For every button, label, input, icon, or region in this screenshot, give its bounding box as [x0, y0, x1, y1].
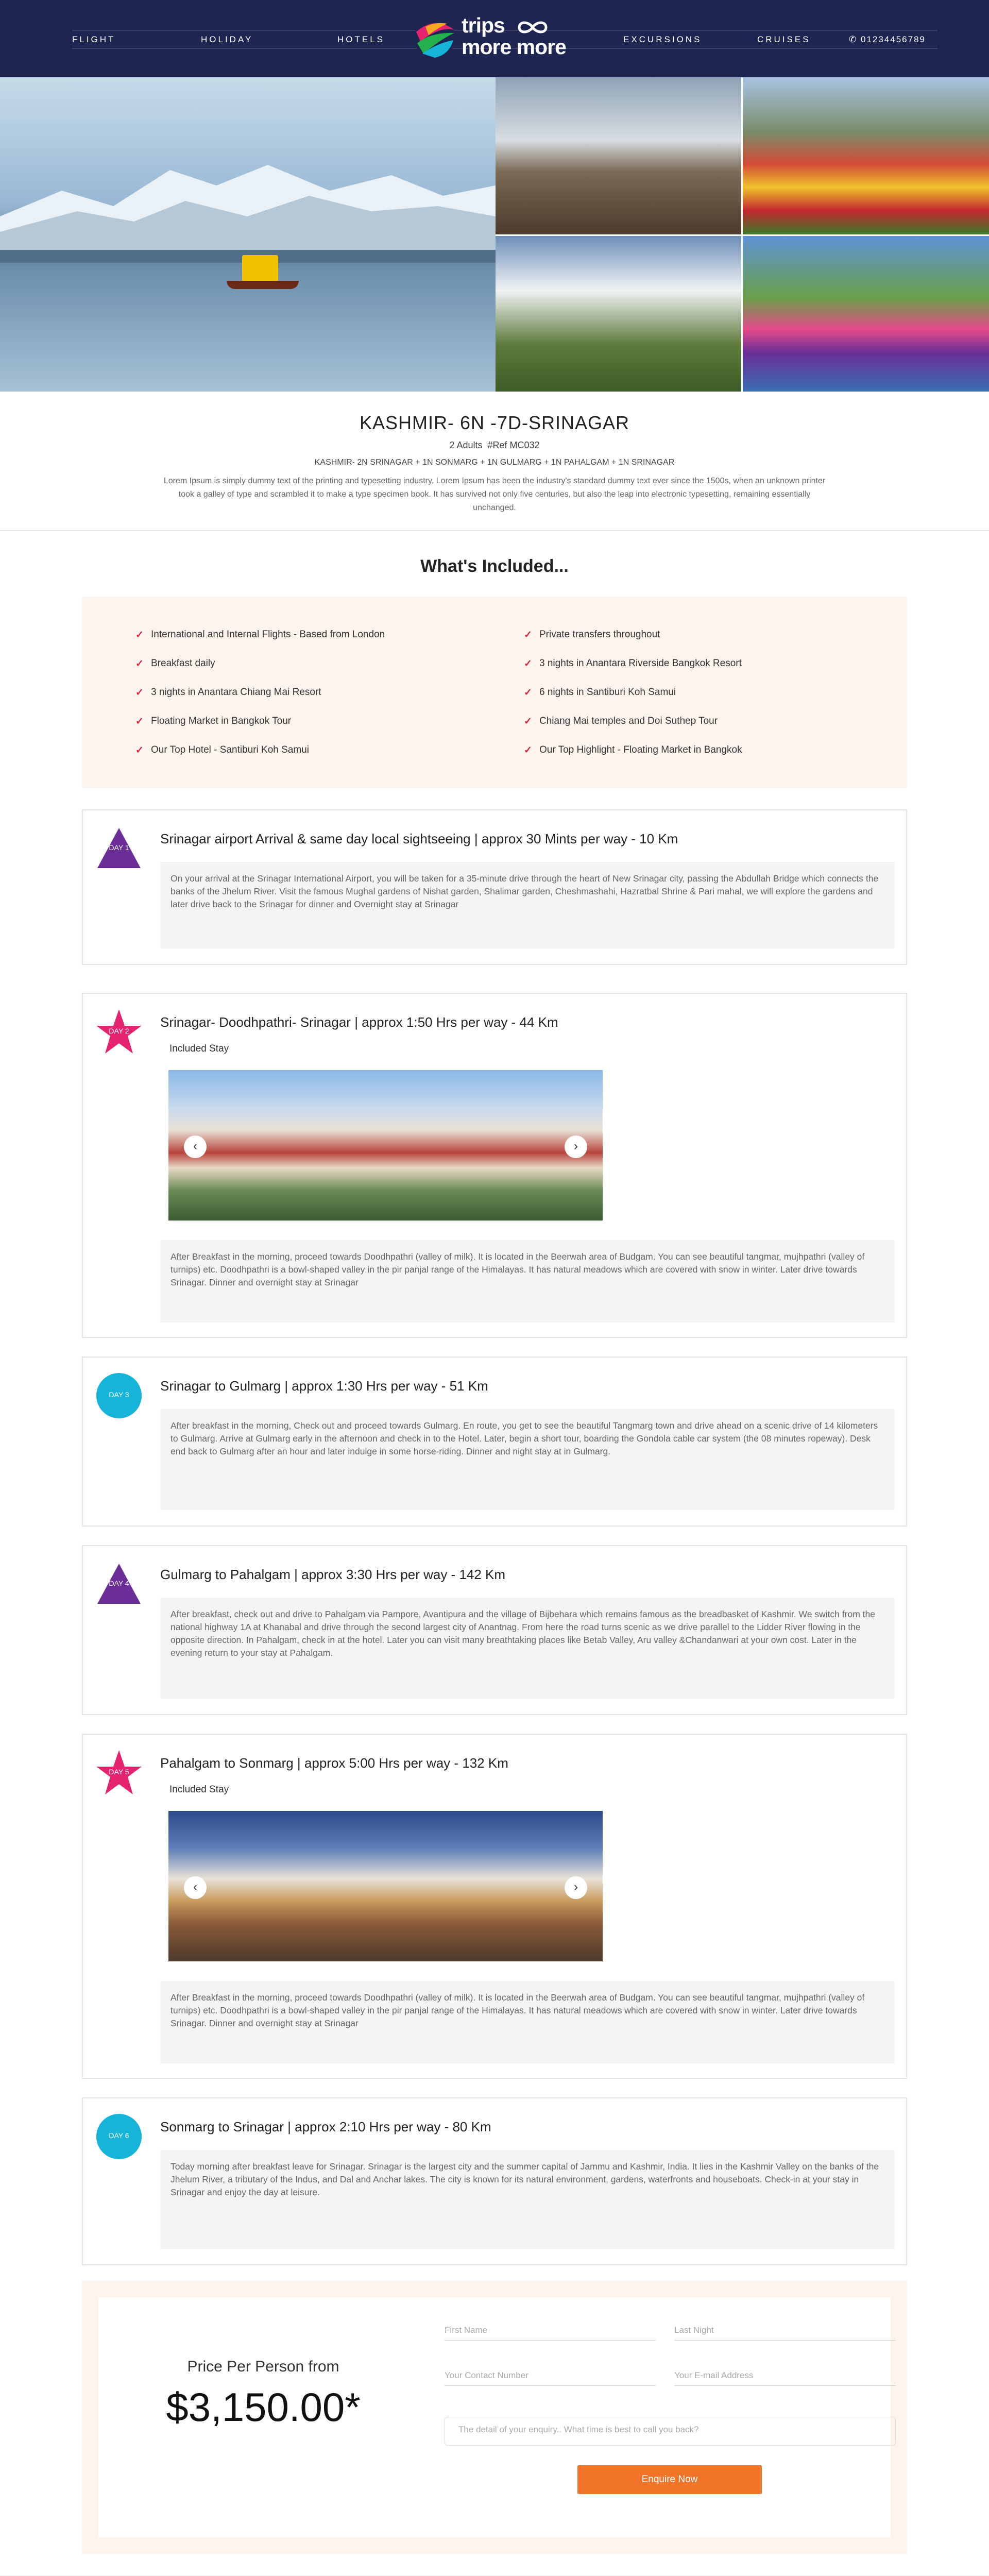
day-badge: DAY 4 [95, 1561, 143, 1608]
price-enquiry-section [82, 2281, 907, 2554]
slider-prev-arrow[interactable]: ‹ [184, 1136, 207, 1158]
included-item: ✓ Private transfers throughout [524, 629, 660, 640]
day-title: Gulmarg to Pahalgam | approx 3:30 Hrs per way - 142 Km [160, 1567, 506, 1582]
included-stay-label: Included Stay [169, 1043, 229, 1054]
nav-excursions[interactable]: EXCURSIONS [623, 35, 702, 44]
gallery-image-meadow[interactable] [496, 236, 741, 392]
boat-hull [227, 281, 299, 289]
globe-logo-icon [410, 11, 459, 65]
trip-meta [0, 440, 989, 451]
day-description: Today morning after breakfast leave for Srinagar. Srinagar is the largest city and the summer capital of Jammu and Kashmir, India. It lies in the Kashmir Valley on the banks of the Jhelum River, a tributary of the Indus, and Dal and Anchar lakes. The city is known for its natural environment, gardens, waterfronts and houseboats. Check-in at your stay in Srinagar and enjoy the day at leisure. [160, 2150, 895, 2249]
included-item: ✓ 3 nights in Anantara Riverside Bangkok Resort [524, 658, 742, 669]
hero-main-image[interactable] [0, 77, 496, 392]
day-badge: DAY 3 [95, 1372, 143, 1419]
itinerary-day-2 [82, 993, 907, 1338]
site-logo[interactable] [410, 11, 585, 65]
included-stay-label: Included Stay [169, 1784, 229, 1795]
gallery-image-garden[interactable] [743, 236, 989, 392]
gallery-image-town[interactable] [496, 77, 741, 234]
day-title: Srinagar- Doodhpathri- Srinagar | approx 1:50 Hrs per way - 44 Km [160, 1014, 558, 1030]
included-title: What's Included... [420, 556, 569, 576]
price-label: Price Per Person from [187, 2358, 339, 2375]
day-title: Srinagar to Gulmarg | approx 1:30 Hrs per way - 51 Km [160, 1378, 488, 1394]
trip-summary [0, 392, 989, 515]
included-box [82, 597, 907, 788]
included-item: ✓ 6 nights in Santiburi Koh Samui [524, 687, 676, 698]
itinerary-day-3 [82, 1357, 907, 1527]
slider-prev-arrow[interactable]: ‹ [184, 1876, 207, 1899]
itinerary-day-6 [82, 2097, 907, 2265]
trip-adults: 2 Adults [449, 440, 483, 450]
slider-next-arrow[interactable]: › [565, 1136, 587, 1158]
day-description: On your arrival at the Srinagar International Airport, you will be taken for a 35-minute drive through the heart of New Srinagar city, passing the Abdullah Bridge which connects the banks of the Jhelum River. Visit the famous Mughal gardens of Nishat garden, Shalimar garden, Cheshmashahi, Hazratbal Shrine & Pari mahal, we will explore the gardens and later drive back to the Srinagar for dinner and Overnight stay at Srinagar [160, 862, 895, 948]
itinerary-day-5 [82, 1734, 907, 2079]
gallery-image-tulips[interactable] [743, 77, 989, 234]
nav-cruises[interactable]: CRUISES [757, 35, 811, 44]
nav-hotels[interactable]: HOTELS [337, 35, 385, 44]
price-amount: $3,150.00* [166, 2384, 361, 2430]
day-title: Pahalgam to Sonmarg | approx 5:00 Hrs per way - 132 Km [160, 1755, 508, 1771]
hero-gallery [0, 77, 989, 392]
trip-description: Lorem Ipsum is simply dummy text of the printing and typesetting industry. Lorem Ipsum has been the industry's standard dummy text ever since the 1500s, when an unknown printer took a galley of type and scrambled it to make a type specimen book. It has survived not only five centuries, but also the leap into electronic typesetting, remaining essentially unchanged. [163, 477, 826, 512]
hotel-image-slider[interactable] [168, 1811, 603, 1961]
section-divider [0, 530, 989, 531]
enquiry-card [98, 2297, 891, 2537]
day-description: After Breakfast in the morning, proceed towards Doodhpathri (valley of milk). It is located in the Beerwah area of Budgam. You can see beautiful tangmar, mujhpathri (valley of turnips) etc. Doodhpathri is a bowl-shaped valley in the pir panjal range of the Himalayas. It has natural meadows which are covered with snow in winter. Later drive towards Srinagar. Dinner and overnight stay at Srinagar [160, 1240, 895, 1323]
logo-line-1: trips [462, 13, 505, 37]
included-item: ✓ International and Internal Flights - Based from London [135, 629, 385, 640]
day-badge: DAY 5 [95, 1749, 143, 1797]
phone-icon: ✆ [849, 35, 858, 44]
included-item: ✓ Our Top Hotel - Santiburi Koh Samui [135, 744, 309, 756]
day-description: After Breakfast in the morning, proceed towards Doodhpathri (valley of milk). It is located in the Beerwah area of Budgam. You can see beautiful tangmar, mujhpathri (valley of turnips) etc. Doodhpathri is a bowl-shaped valley in the pir panjal range of the Himalayas. It has natural meadows which are covered with snow in winter. Later drive towards Srinagar. Dinner and overnight stay at Srinagar [160, 1981, 895, 2063]
included-item: ✓ Floating Market in Bangkok Tour [135, 716, 291, 727]
day-badge: DAY 2 [95, 1008, 143, 1056]
day-badge: DAY 6 [95, 2113, 143, 2160]
included-item: ✓ Our Top Highlight - Floating Market in Bangkok [524, 744, 742, 756]
nav-phone[interactable] [849, 30, 926, 49]
day-description: After breakfast, check out and drive to Pahalgam via Pampore, Avantipura and the village of Bijbehara which remains famous as the breadbasket of Kashmir. We switch from the national highway 1A at Khanabal and drive through the second largest city of Anantnag. From here the road turns scenic as we drive parallel to the Lidder River flowing in the opposite direction. In Pahalgam, check in at the hotel. Later you can visit many breathtaking places like Betab Valley, Aru valley &Chandanwari at your own cost. Later in the evening return to your stay at Pahalgam. [160, 1598, 895, 1699]
itinerary-day-4 [82, 1545, 907, 1715]
mountain-graphic [0, 155, 496, 263]
trip-title: KASHMIR- 6N -7D-SRINAGAR [359, 412, 630, 433]
site-header [0, 0, 989, 77]
contact-number-field[interactable]: Your Contact Number [445, 2365, 656, 2386]
day-title: Srinagar airport Arrival & same day local sightseeing | approx 30 Mints per way - 10 Km [160, 831, 678, 846]
slider-next-arrow[interactable]: › [565, 1876, 587, 1899]
hotel-image-slider[interactable] [168, 1070, 603, 1221]
email-field[interactable]: Your E-mail Address [674, 2365, 896, 2386]
first-name-field[interactable]: First Name [445, 2320, 656, 2341]
day-description: After breakfast in the morning, Check out and proceed towards Gulmarg. En route, you get to see the beautiful Tangmarg town and drive ahead on a scenic drive of 14 kilometers to Gulmarg. Arrive at Gulmarg early in the afternoon and check in to the Hotel. Later, begin a short tour, boarding the Gondola cable car system (the 08 minutes ropeway). Desk end back to Gulmarg after an hour and later indulge in some horse-riding. Dinner and night stay at in Gulmarg. [160, 1409, 895, 1510]
enquire-now-button[interactable]: Enquire Now [577, 2465, 762, 2494]
nav-flight[interactable]: FLIGHT [72, 35, 116, 44]
nav-holiday[interactable]: HOLIDAY [201, 35, 253, 44]
included-item: ✓ Chiang Mai temples and Doi Suthep Tour [524, 716, 718, 727]
last-name-field[interactable]: Last Night [674, 2320, 896, 2341]
included-item: ✓ Breakfast daily [135, 658, 215, 669]
day-badge: DAY 1 [95, 825, 143, 872]
trip-ref: #Ref MC032 [487, 440, 540, 450]
infinity-logo-icon [516, 20, 549, 35]
logo-line-2: more more [462, 35, 566, 59]
trip-route: KASHMIR- 2N SRINAGAR + 1N SONMARG + 1N GULMARG + 1N PAHALGAM + 1N SRINAGAR [314, 458, 675, 467]
day-title: Sonmarg to Srinagar | approx 2:10 Hrs per way - 80 Km [160, 2119, 491, 2134]
enquiry-textarea[interactable]: The detail of your enquiry.. What time is best to call you back? [445, 2417, 896, 2446]
nav-phone-number: 01234456789 [860, 35, 926, 44]
included-item: ✓ 3 nights in Anantara Chiang Mai Resort [135, 687, 321, 698]
itinerary-day-1 [82, 809, 907, 965]
